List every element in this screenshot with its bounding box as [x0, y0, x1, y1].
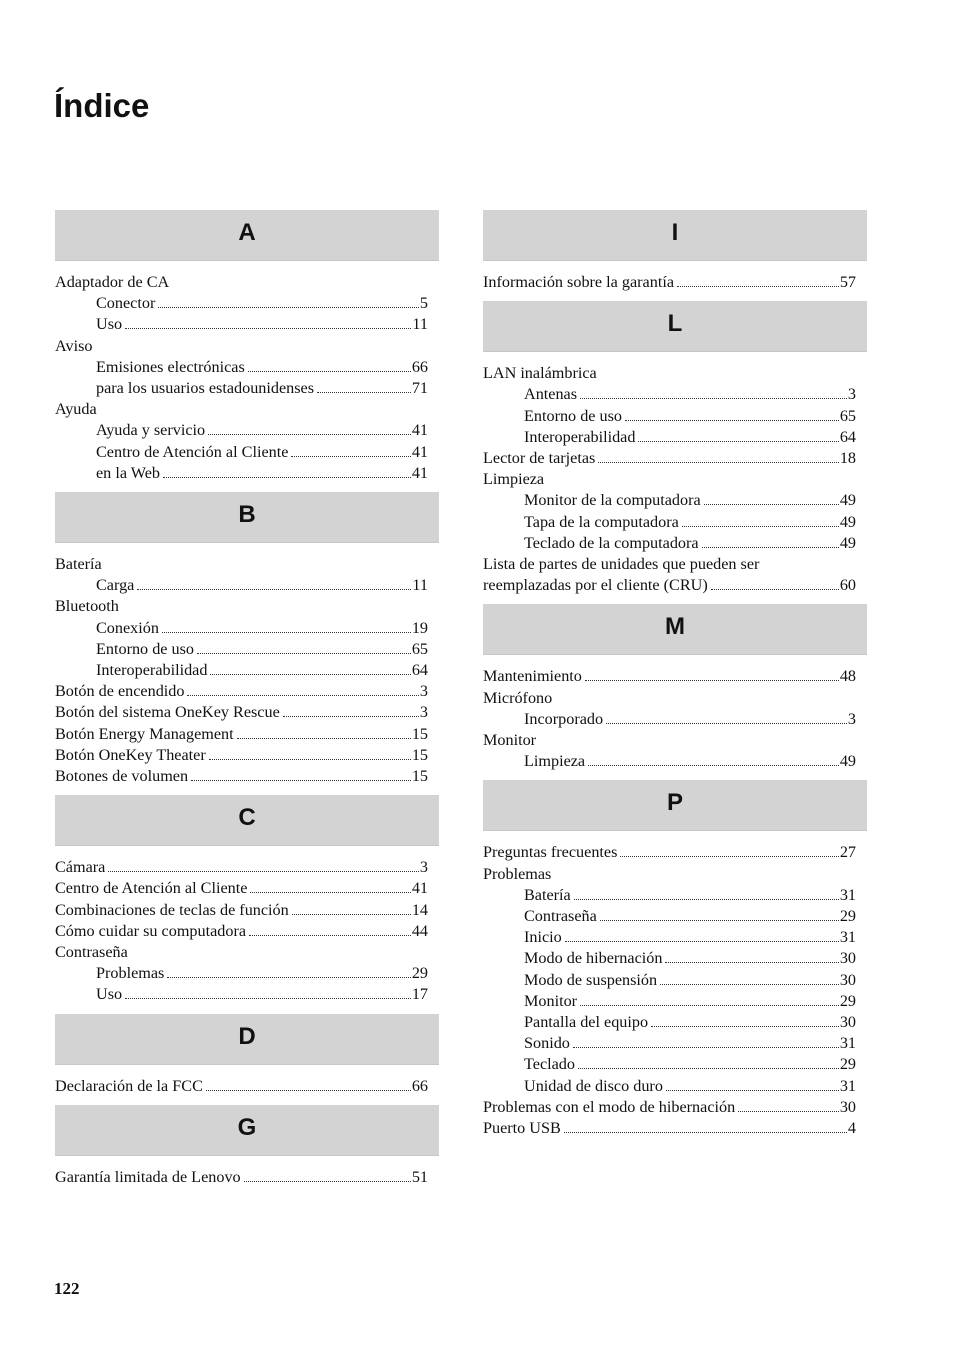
index-subentry: [55, 463, 428, 484]
dot-leader: [206, 1090, 411, 1091]
entry-page-number: 60: [839, 576, 856, 595]
entry-label: Uso: [96, 985, 123, 1004]
entry-label: Inicio: [524, 928, 562, 947]
index-column-right: [483, 210, 867, 1147]
index-subentry: [483, 406, 856, 427]
entry-label: reemplazadas por el cliente (CRU): [483, 576, 708, 595]
index-subentry: [483, 927, 856, 948]
index-subentry: [55, 618, 428, 639]
entry-page-number: 49: [839, 491, 856, 510]
entry-label: Problemas: [96, 964, 165, 983]
index-entry: [483, 272, 856, 293]
page-title: Índice: [54, 87, 150, 124]
index-entry: [55, 878, 428, 899]
index-column-left: [55, 210, 439, 1196]
entry-label: Ayuda y servicio: [96, 421, 206, 440]
entry-label: Declaración de la FCC: [55, 1076, 203, 1095]
entry-label: Botón OneKey Theater: [55, 745, 206, 764]
index-subentry: [55, 293, 428, 314]
entry-label: Limpieza: [483, 470, 545, 489]
entry-page-number: 15: [411, 724, 428, 743]
index-section-m: [483, 604, 867, 780]
entry-label: Bluetooth: [55, 597, 119, 616]
entry-label: Cómo cuidar su computadora: [55, 921, 247, 940]
entry-page-number: 65: [411, 639, 428, 658]
entry-page-number: 49: [839, 752, 856, 771]
entry-label: Interoperabilidad: [524, 427, 636, 446]
entry-label: Contraseña: [524, 907, 597, 926]
index-section-g: [55, 1105, 439, 1196]
dot-leader: [283, 716, 419, 717]
index-subentry: [55, 420, 428, 441]
index-subentry: [483, 991, 856, 1012]
dot-leader: [585, 680, 839, 681]
entry-label: Información sobre la garantía: [483, 273, 675, 291]
entry-page-number: 31: [839, 1076, 856, 1095]
dot-leader: [565, 941, 839, 942]
index-entry: [55, 766, 428, 787]
entry-label: Emisiones electrónicas: [96, 357, 245, 376]
dot-leader: [248, 371, 411, 372]
index-subentry: [483, 948, 856, 969]
entry-page-number: 48: [839, 667, 856, 686]
entry-page-number: 4: [847, 1119, 856, 1138]
index-entry-list: [483, 655, 867, 780]
index-entry: [483, 864, 856, 885]
index-entry: [55, 900, 428, 921]
index-entry: [55, 1167, 428, 1188]
dot-leader: [208, 434, 411, 435]
entry-page-number: 57: [839, 273, 856, 291]
entry-page-number: 65: [839, 406, 856, 425]
dot-leader: [578, 1068, 839, 1069]
entry-label: Cámara: [55, 858, 106, 877]
dot-leader: [573, 1047, 839, 1048]
entry-label: Batería: [55, 555, 102, 574]
index-entry: [55, 724, 428, 745]
dot-leader: [158, 307, 419, 308]
entry-label: Aviso: [55, 336, 93, 355]
entry-label: Incorporado: [524, 709, 604, 728]
index-entry: [483, 688, 856, 709]
index-subentry: [55, 442, 428, 463]
section-letter-heading: C: [55, 795, 439, 846]
index-subentry: [55, 639, 428, 660]
dot-leader: [580, 398, 847, 399]
entry-page-number: 41: [411, 442, 428, 461]
dot-leader: [600, 920, 839, 921]
index-entry: [483, 448, 856, 469]
dot-leader: [665, 962, 838, 963]
entry-label: Modo de suspensión: [524, 970, 658, 989]
dot-leader: [209, 759, 411, 760]
entry-label: Centro de Atención al Cliente: [55, 879, 248, 898]
index-entry: [55, 596, 428, 617]
dot-leader: [606, 723, 847, 724]
dot-leader: [660, 984, 839, 985]
index-entry: [55, 702, 428, 723]
entry-label: en la Web: [96, 463, 161, 482]
index-subentry: [55, 660, 428, 681]
entry-page-number: 30: [839, 1013, 856, 1032]
dot-leader: [677, 286, 839, 287]
entry-label: Combinaciones de teclas de función: [55, 900, 289, 919]
entry-page-number: 3: [419, 703, 428, 722]
entry-page-number: 14: [411, 900, 428, 919]
dot-leader: [210, 674, 410, 675]
dot-leader: [125, 998, 411, 999]
index-entry: [55, 857, 428, 878]
index-subentry: [483, 533, 856, 554]
index-subentry: [483, 885, 856, 906]
entry-label: Micrófono: [483, 688, 553, 707]
index-entry: [55, 681, 428, 702]
entry-page-number: 29: [839, 907, 856, 926]
index-entry-list: [483, 352, 867, 604]
dot-leader: [244, 1181, 411, 1182]
entry-page-number: 30: [839, 949, 856, 968]
entry-label: Botón Energy Management: [55, 724, 234, 743]
dot-leader: [682, 526, 839, 527]
index-entry-list: [55, 543, 439, 795]
index-entry-list: [55, 261, 439, 492]
dot-leader: [711, 589, 839, 590]
entry-page-number: 66: [411, 357, 428, 376]
dot-leader: [191, 780, 411, 781]
index-subentry: [483, 709, 856, 730]
entry-page-number: 49: [839, 533, 856, 552]
index-subentry: [483, 1012, 856, 1033]
dot-leader: [738, 1111, 839, 1112]
dot-leader: [666, 1090, 839, 1091]
dot-leader: [292, 914, 411, 915]
entry-label: Entorno de uso: [96, 639, 195, 658]
entry-page-number: 71: [411, 379, 428, 398]
entry-label: Tapa de la computadora: [524, 512, 679, 531]
index-subentry: [483, 1054, 856, 1075]
entry-page-number: 5: [419, 294, 428, 313]
entry-label: Botón del sistema OneKey Rescue: [55, 703, 280, 722]
entry-page-number: 11: [412, 576, 428, 595]
index-entry: [55, 942, 428, 963]
index-section-a: [55, 210, 439, 492]
entry-page-number: 30: [839, 1097, 856, 1116]
entry-label: Problemas: [483, 864, 552, 883]
entry-page-number: 64: [411, 661, 428, 680]
entry-label: Mantenimiento: [483, 667, 582, 686]
entry-page-number: 41: [411, 463, 428, 482]
dot-leader: [574, 899, 839, 900]
dot-leader: [625, 420, 839, 421]
dot-leader: [197, 653, 411, 654]
entry-label: Carga: [96, 576, 135, 595]
index-entry-list: [55, 846, 439, 1013]
index-entry: [55, 554, 428, 575]
dot-leader: [704, 504, 839, 505]
index-subentry: [55, 357, 428, 378]
index-entry: [55, 336, 428, 357]
entry-label: Preguntas frecuentes: [483, 843, 618, 862]
entry-label: LAN inalámbrica: [483, 364, 597, 383]
index-subentry: [483, 512, 856, 533]
dot-leader: [317, 392, 411, 393]
dot-leader: [167, 977, 410, 978]
entry-page-number: 30: [839, 970, 856, 989]
entry-label: Problemas con el modo de hibernación: [483, 1097, 736, 1116]
index-section-l: [483, 301, 867, 604]
index-section-d: [55, 1014, 439, 1105]
entry-page-number: 3: [419, 858, 428, 877]
entry-page-number: 15: [411, 745, 428, 764]
dot-leader: [580, 1005, 839, 1006]
entry-label: Teclado: [524, 1055, 575, 1074]
dot-leader: [249, 935, 411, 936]
entry-label: Contraseña: [55, 943, 128, 962]
entry-label: Limpieza: [524, 752, 586, 771]
entry-label: Adaptador de CA: [55, 273, 170, 291]
entry-page-number: 29: [839, 1055, 856, 1074]
index-entry: [483, 666, 856, 687]
section-letter-heading: D: [55, 1014, 439, 1065]
index-subentry: [483, 906, 856, 927]
dot-leader: [163, 477, 411, 478]
section-letter-heading: M: [483, 604, 867, 655]
index-subentry: [55, 984, 428, 1005]
section-letter-heading: G: [55, 1105, 439, 1156]
index-subentry: [483, 384, 856, 405]
entry-page-number: 17: [411, 985, 428, 1004]
dot-leader: [237, 738, 411, 739]
section-letter-heading: A: [55, 210, 439, 261]
dot-leader: [702, 547, 839, 548]
entry-page-number: 19: [411, 618, 428, 637]
entry-label: Conexión: [96, 618, 159, 637]
entry-label: Lector de tarjetas: [483, 449, 596, 468]
entry-label: Puerto USB: [483, 1119, 561, 1138]
dot-leader: [108, 871, 419, 872]
index-entry: [483, 730, 856, 751]
dot-leader: [564, 1132, 847, 1133]
section-letter-heading: B: [55, 492, 439, 543]
entry-label: Monitor: [483, 731, 537, 750]
entry-page-number: 27: [839, 843, 856, 862]
entry-label: Botones de volumen: [55, 767, 189, 786]
index-entry-list: [483, 261, 867, 301]
index-entry: [55, 921, 428, 942]
entry-label: Ayuda: [55, 400, 97, 419]
entry-page-number: 29: [411, 964, 428, 983]
entry-page-number: 31: [839, 885, 856, 904]
index-entry: [483, 554, 856, 575]
dot-leader: [651, 1026, 839, 1027]
entry-label: Pantalla del equipo: [524, 1013, 649, 1032]
dot-leader: [588, 765, 839, 766]
index-subentry: [483, 490, 856, 511]
entry-page-number: 41: [411, 421, 428, 440]
entry-page-number: 44: [411, 921, 428, 940]
index-entry: [55, 745, 428, 766]
section-letter-heading: L: [483, 301, 867, 352]
entry-page-number: 31: [839, 1034, 856, 1053]
index-subentry: [483, 751, 856, 772]
index-entry-list: [483, 831, 867, 1147]
index-entry: [483, 842, 856, 863]
index-entry: [483, 1118, 856, 1139]
entry-page-number: 3: [847, 709, 856, 728]
entry-label: para los usuarios estadounidenses: [96, 379, 315, 398]
page-number: 122: [54, 1279, 80, 1298]
index-entry: [55, 399, 428, 420]
entry-label: Unidad de disco duro: [524, 1076, 663, 1095]
index-entry: [55, 1076, 428, 1097]
entry-page-number: 31: [839, 928, 856, 947]
entry-label: Antenas: [524, 385, 578, 404]
dot-leader: [187, 695, 418, 696]
index-subentry: [483, 427, 856, 448]
entry-page-number: 41: [411, 879, 428, 898]
entry-page-number: 64: [839, 427, 856, 446]
dot-leader: [137, 589, 411, 590]
entry-page-number: 18: [839, 449, 856, 468]
index-entry-list: [55, 1065, 439, 1105]
entry-label: Centro de Atención al Cliente: [96, 442, 289, 461]
index-subentry: [483, 1076, 856, 1097]
index-entry: [55, 272, 428, 293]
entry-label: Interoperabilidad: [96, 661, 208, 680]
dot-leader: [598, 462, 838, 463]
dot-leader: [291, 456, 410, 457]
index-entry: [483, 1097, 856, 1118]
index-section-i: [483, 210, 867, 301]
entry-page-number: 66: [411, 1076, 428, 1095]
entry-page-number: 3: [847, 385, 856, 404]
entry-page-number: 3: [419, 682, 428, 701]
entry-label: Monitor: [524, 991, 578, 1010]
dot-leader: [250, 892, 410, 893]
index-entry: [483, 575, 856, 596]
entry-label: Botón de encendido: [55, 682, 185, 701]
entry-page-number: 11: [412, 315, 428, 334]
entry-page-number: 15: [411, 767, 428, 786]
dot-leader: [125, 328, 411, 329]
index-subentry: [483, 1033, 856, 1054]
entry-label: Conector: [96, 294, 156, 313]
index-entry-list: [55, 1156, 439, 1196]
dot-leader: [162, 632, 411, 633]
entry-page-number: 29: [839, 991, 856, 1010]
entry-label: Batería: [524, 885, 571, 904]
entry-label: Monitor de la computadora: [524, 491, 701, 510]
entry-label: Entorno de uso: [524, 406, 623, 425]
entry-label: Sonido: [524, 1034, 570, 1053]
index-subentry: [55, 575, 428, 596]
index-subentry: [55, 314, 428, 335]
entry-label: Garantía limitada de Lenovo: [55, 1167, 241, 1186]
index-section-b: [55, 492, 439, 795]
index-entry: [483, 469, 856, 490]
section-letter-heading: I: [483, 210, 867, 261]
dot-leader: [620, 856, 838, 857]
index-section-p: [483, 780, 867, 1147]
index-entry: [483, 363, 856, 384]
section-letter-heading: P: [483, 780, 867, 831]
entry-page-number: 49: [839, 512, 856, 531]
index-section-c: [55, 795, 439, 1013]
index-subentry: [55, 378, 428, 399]
entry-label: Teclado de la computadora: [524, 533, 699, 552]
dot-leader: [638, 441, 838, 442]
index-subentry: [483, 970, 856, 991]
entry-label: Lista de partes de unidades que pueden ser: [483, 555, 760, 574]
index-subentry: [55, 963, 428, 984]
entry-label: Uso: [96, 315, 123, 334]
entry-label: Modo de hibernación: [524, 949, 663, 968]
entry-page-number: 51: [411, 1167, 428, 1186]
